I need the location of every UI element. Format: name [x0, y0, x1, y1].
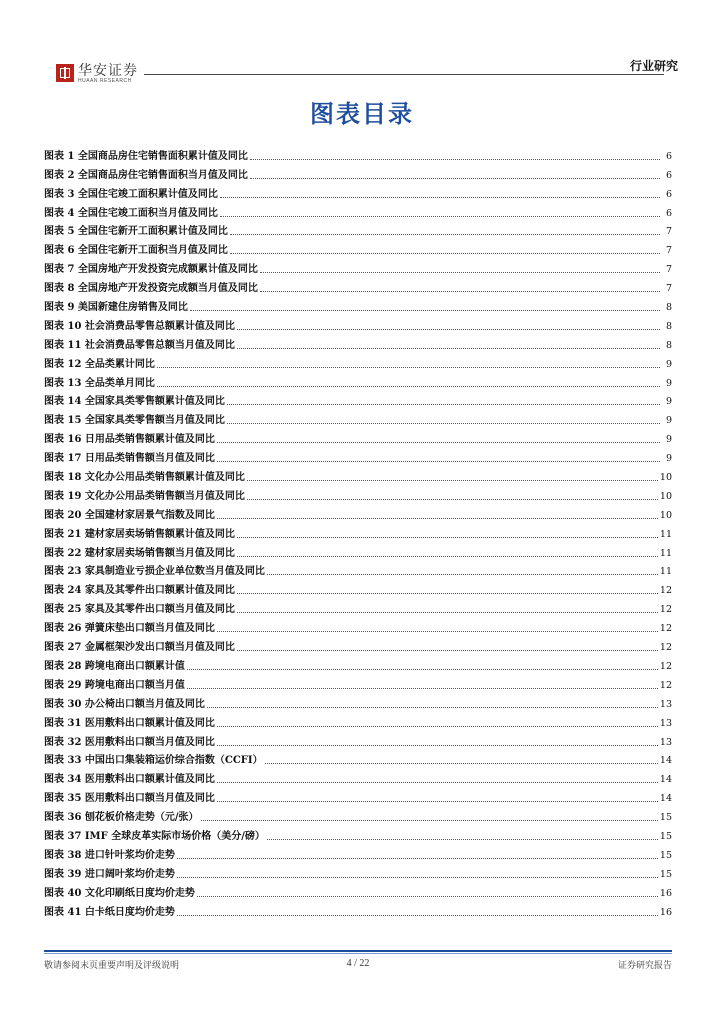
toc-entry-page: 9 [665, 377, 672, 389]
toc-entry-label: 图表 6 全国住宅新开工面积当月值及同比 [44, 245, 228, 257]
toc-entry-label: 图表 28 跨境电商出口额累计值 [44, 660, 185, 672]
toc-dot-leader [260, 272, 660, 273]
toc-dot-leader [217, 801, 658, 802]
toc-entry-page: 7 [665, 245, 672, 257]
toc-entry-label: 图表 14 全国家具类零售额累计值及同比 [44, 396, 225, 408]
toc-entry[interactable] [44, 182, 672, 201]
toc-dot-leader [217, 461, 660, 462]
toc-entry-page: 14 [659, 793, 672, 805]
toc-entry-label: 图表 39 进口阔叶浆均价走势 [44, 868, 175, 880]
toc-entry[interactable] [44, 711, 672, 730]
toc-entry[interactable] [44, 465, 672, 484]
toc-entry-label: 图表 31 医用敷料出口额累计值及同比 [44, 717, 215, 729]
toc-entry-page: 16 [659, 887, 672, 899]
toc-entry-label: 图表 11 社会消费品零售总额当月值及同比 [44, 339, 235, 351]
toc-entry-label: 图表 2 全国商品房住宅销售面积当月值及同比 [44, 169, 248, 181]
toc-entry[interactable] [44, 390, 672, 409]
toc-entry-page: 10 [659, 509, 672, 521]
huaan-logo-icon [56, 64, 74, 82]
toc-dot-leader [227, 404, 660, 405]
table-of-figures [44, 144, 672, 919]
toc-dot-leader [267, 839, 658, 840]
footer-disclaimer: 敬请参阅末页重要声明及评级说明 [44, 961, 180, 971]
toc-entry-page: 13 [659, 698, 672, 710]
toc-entry[interactable] [44, 522, 672, 541]
toc-entry-label: 图表 22 建材家居卖场销售额当月值及同比 [44, 547, 235, 559]
toc-entry-page: 9 [665, 396, 672, 408]
toc-entry-page: 6 [665, 169, 672, 181]
toc-entry-label: 图表 38 进口针叶浆均价走势 [44, 849, 175, 861]
toc-entry-label: 图表 24 家具及其零件出口额累计值及同比 [44, 585, 235, 597]
toc-entry-label: 图表 40 文化印刷纸日度均价走势 [44, 887, 195, 899]
toc-dot-leader [227, 423, 660, 424]
toc-dot-leader [267, 574, 658, 575]
toc-entry[interactable] [44, 749, 672, 768]
toc-entry-label: 图表 18 文化办公用品类销售额累计值及同比 [44, 472, 245, 484]
toc-entry-page: 8 [665, 339, 672, 351]
toc-entry[interactable] [44, 881, 672, 900]
toc-dot-leader [190, 310, 660, 311]
toc-entry-label: 图表 23 家具制造业亏损企业单位数当月值及同比 [44, 566, 265, 578]
toc-entry[interactable] [44, 446, 672, 465]
toc-dot-leader [247, 480, 658, 481]
toc-dot-leader [187, 669, 658, 670]
toc-entry-label: 图表 37 IMF 全球皮革实际市场价格（美分/磅） [44, 830, 265, 842]
toc-entry-label: 图表 1 全国商品房住宅销售面积累计值及同比 [44, 150, 248, 162]
toc-entry-label: 图表 3 全国住宅竣工面积累计值及同比 [44, 188, 218, 200]
toc-entry-page: 9 [665, 434, 672, 446]
toc-entry[interactable] [44, 673, 672, 692]
toc-entry-label: 图表 30 办公椅出口额当月值及同比 [44, 698, 205, 710]
toc-entry[interactable] [44, 503, 672, 522]
footer-divider-thin [44, 953, 672, 954]
toc-entry[interactable] [44, 692, 672, 711]
toc-entry-page: 9 [665, 358, 672, 370]
toc-dot-leader [237, 537, 658, 538]
toc-entry-page: 15 [659, 830, 672, 842]
toc-entry[interactable] [44, 730, 672, 749]
toc-entry-label: 图表 8 全国房地产开发投资完成额当月值及同比 [44, 283, 258, 295]
toc-entry[interactable] [44, 900, 672, 919]
toc-dot-leader [260, 291, 660, 292]
page-number: 4 / 22 [346, 958, 370, 969]
toc-dot-leader [250, 178, 660, 179]
toc-dot-leader [201, 820, 658, 821]
toc-entry[interactable] [44, 201, 672, 220]
toc-entry-page: 8 [665, 302, 672, 314]
toc-entry-page: 7 [665, 283, 672, 295]
toc-dot-leader [237, 612, 658, 613]
toc-dot-leader [217, 442, 660, 443]
toc-entry-label: 图表 15 全国家具类零售额当月值及同比 [44, 415, 225, 427]
toc-entry-label: 图表 20 全国建材家居景气指数及同比 [44, 509, 215, 521]
footer-divider [44, 950, 672, 952]
toc-entry[interactable] [44, 408, 672, 427]
toc-dot-leader [230, 253, 660, 254]
toc-dot-leader [237, 650, 658, 651]
toc-entry-label: 图表 9 美国新建住房销售及同比 [44, 302, 188, 314]
report-category: 行业研究 [629, 59, 678, 73]
toc-entry[interactable] [44, 144, 672, 163]
toc-entry-label: 图表 26 弹簧床垫出口额当月值及同比 [44, 623, 215, 635]
toc-entry-page: 15 [659, 849, 672, 861]
toc-entry-page: 12 [659, 679, 672, 691]
toc-entry-label: 图表 5 全国住宅新开工面积累计值及同比 [44, 226, 228, 238]
toc-entry-page: 16 [659, 906, 672, 918]
logo-text: 华安证券 [78, 63, 138, 79]
toc-entry[interactable] [44, 786, 672, 805]
toc-dot-leader [237, 556, 658, 557]
header-divider [144, 74, 664, 75]
toc-entry-page: 10 [659, 490, 672, 502]
toc-entry-label: 图表 4 全国住宅竣工面积当月值及同比 [44, 207, 218, 219]
toc-entry[interactable] [44, 805, 672, 824]
toc-entry-page: 13 [659, 717, 672, 729]
page-title: 图表目录 [310, 99, 414, 128]
toc-dot-leader [157, 367, 660, 368]
toc-entry[interactable] [44, 371, 672, 390]
toc-dot-leader [157, 386, 660, 387]
toc-entry-label: 图表 32 医用敷料出口额当月值及同比 [44, 736, 215, 748]
toc-entry[interactable] [44, 352, 672, 371]
toc-entry-page: 7 [665, 226, 672, 238]
toc-entry[interactable] [44, 257, 672, 276]
toc-entry-page: 7 [665, 264, 672, 276]
toc-entry-page: 12 [659, 604, 672, 616]
toc-entry[interactable] [44, 484, 672, 503]
toc-entry-page: 6 [665, 188, 672, 200]
toc-entry[interactable] [44, 238, 672, 257]
toc-entry-page: 11 [659, 566, 672, 578]
toc-entry-page: 12 [659, 623, 672, 635]
toc-entry-page: 12 [659, 660, 672, 672]
toc-entry[interactable] [44, 578, 672, 597]
toc-entry[interactable] [44, 654, 672, 673]
toc-entry-label: 图表 21 建材家居卖场销售额累计值及同比 [44, 528, 235, 540]
toc-entry-page: 12 [659, 642, 672, 654]
toc-dot-leader [217, 631, 658, 632]
toc-entry[interactable] [44, 541, 672, 560]
toc-dot-leader [177, 915, 658, 916]
toc-dot-leader [217, 745, 658, 746]
toc-entry[interactable] [44, 767, 672, 786]
toc-entry-page: 15 [659, 812, 672, 824]
toc-entry-page: 8 [665, 320, 672, 332]
page-header [44, 58, 678, 88]
toc-entry[interactable] [44, 220, 672, 239]
toc-entry[interactable] [44, 333, 672, 352]
toc-dot-leader [237, 329, 660, 330]
toc-entry-page: 14 [659, 774, 672, 786]
toc-entry-page: 9 [665, 453, 672, 465]
toc-entry-label: 图表 25 家具及其零件出口额当月值及同比 [44, 604, 235, 616]
toc-entry-page: 14 [659, 755, 672, 767]
toc-dot-leader [230, 234, 660, 235]
toc-entry-label: 图表 33 中国出口集装箱运价综合指数（CCFI） [44, 755, 263, 767]
toc-entry-label: 图表 29 跨境电商出口额当月值 [44, 679, 185, 691]
toc-entry-label: 图表 10 社会消费品零售总额累计值及同比 [44, 320, 235, 332]
toc-entry[interactable] [44, 597, 672, 616]
toc-entry[interactable] [44, 314, 672, 333]
toc-entry-label: 图表 36 刨花板价格走势（元/张） [44, 812, 199, 824]
toc-dot-leader [217, 782, 658, 783]
toc-dot-leader [250, 159, 660, 160]
toc-entry-label: 图表 34 医用敷料出口额累计值及同比 [44, 774, 215, 786]
toc-entry-label: 图表 35 医用敷料出口额当月值及同比 [44, 793, 215, 805]
toc-entry-label: 图表 17 日用品类销售额当月值及同比 [44, 453, 215, 465]
toc-dot-leader [247, 499, 658, 500]
toc-entry[interactable] [44, 862, 672, 881]
toc-entry-page: 15 [659, 868, 672, 880]
toc-dot-leader [237, 348, 660, 349]
toc-entry-page: 10 [659, 472, 672, 484]
toc-entry-page: 11 [659, 528, 672, 540]
toc-entry-page: 13 [659, 736, 672, 748]
toc-dot-leader [265, 763, 658, 764]
toc-entry-label: 图表 7 全国房地产开发投资完成额累计值及同比 [44, 264, 258, 276]
page-footer [44, 958, 672, 972]
toc-entry-label: 图表 19 文化办公用品类销售额当月值及同比 [44, 490, 245, 502]
toc-entry[interactable] [44, 295, 672, 314]
toc-entry[interactable] [44, 560, 672, 579]
toc-dot-leader [237, 593, 658, 594]
toc-entry-label: 图表 27 金属框架沙发出口额当月值及同比 [44, 642, 235, 654]
toc-entry-label: 图表 41 白卡纸日度均价走势 [44, 906, 175, 918]
toc-entry[interactable] [44, 427, 672, 446]
toc-dot-leader [207, 707, 658, 708]
toc-entry[interactable] [44, 635, 672, 654]
toc-dot-leader [197, 896, 658, 897]
toc-dot-leader [220, 197, 660, 198]
toc-entry-page: 6 [665, 150, 672, 162]
toc-entry[interactable] [44, 616, 672, 635]
toc-dot-leader [177, 858, 658, 859]
logo-subtext: HUAAN RESEARCH [78, 78, 132, 84]
toc-entry-label: 图表 12 全品类累计同比 [44, 358, 155, 370]
toc-entry[interactable] [44, 276, 672, 295]
toc-entry-page: 11 [659, 547, 672, 559]
toc-entry-page: 6 [665, 207, 672, 219]
toc-entry[interactable] [44, 163, 672, 182]
toc-entry[interactable] [44, 843, 672, 862]
toc-dot-leader [217, 518, 658, 519]
toc-entry-label: 图表 13 全品类单月同比 [44, 377, 155, 389]
toc-dot-leader [187, 688, 658, 689]
footer-report-type: 证券研究报告 [617, 961, 672, 971]
toc-dot-leader [177, 877, 658, 878]
toc-entry-label: 图表 16 日用品类销售额累计值及同比 [44, 434, 215, 446]
toc-dot-leader [217, 726, 658, 727]
toc-entry[interactable] [44, 824, 672, 843]
toc-entry-page: 12 [659, 585, 672, 597]
toc-dot-leader [220, 216, 660, 217]
toc-entry-page: 9 [665, 415, 672, 427]
